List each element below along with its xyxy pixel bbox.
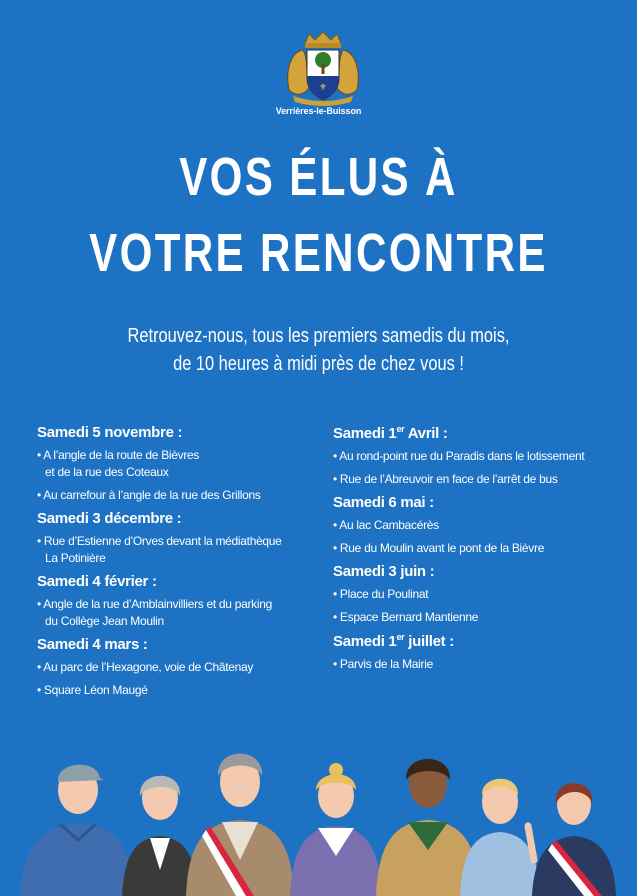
svg-text:⚜: ⚜ bbox=[318, 83, 328, 93]
subtitle-line-2: de 10 heures à midi près de chez vous ! bbox=[173, 353, 464, 375]
person-illustration bbox=[186, 754, 294, 896]
location-item: • Rue du Moulin avant le pont de la Bièvre bbox=[333, 541, 545, 555]
location-item: • Espace Bernard Mantienne bbox=[333, 610, 479, 624]
location-item: • Parvis de la Mairie bbox=[333, 657, 433, 671]
elected-officials-illustration bbox=[0, 740, 637, 896]
date-heading: Samedi 1er Avril : bbox=[333, 424, 448, 442]
town-name: Verrières-le-Buisson bbox=[275, 106, 362, 116]
location-item: • Au parc de l’Hexagone, voie de Châtenay bbox=[37, 660, 254, 674]
person-illustration bbox=[20, 765, 134, 896]
location-item: • A l’angle de la route de Bièvres et de la rue des Coteaux bbox=[37, 448, 200, 479]
date-heading: Samedi 6 mai : bbox=[333, 494, 434, 511]
location-item: • Rue de l’Abreuvoir en face de l’arrêt de bus bbox=[333, 472, 558, 486]
location-item: • Au rond-point rue du Paradis dans le lotissement bbox=[333, 449, 585, 463]
location-item: • Place du Poulinat bbox=[333, 587, 429, 601]
schedule-left-column bbox=[37, 424, 327, 705]
date-heading: Samedi 4 février : bbox=[37, 573, 157, 590]
person-illustration bbox=[290, 763, 382, 896]
date-heading: Samedi 1er juillet : bbox=[333, 632, 454, 650]
location-item: • Au carrefour à l’angle de la rue des Grillons bbox=[37, 488, 261, 502]
town-crest-logo bbox=[283, 30, 363, 108]
date-heading: Samedi 3 juin : bbox=[333, 563, 435, 580]
title-line-2: VOTRE RENCONTRE bbox=[89, 223, 548, 283]
date-heading: Samedi 4 mars : bbox=[37, 636, 148, 653]
title-line-1: VOS ÉLUS À bbox=[179, 147, 458, 207]
date-heading: Samedi 5 novembre : bbox=[37, 424, 183, 441]
location-item: • Square Léon Maugé bbox=[37, 683, 148, 697]
date-heading: Samedi 3 décembre : bbox=[37, 510, 182, 527]
location-item: • Rue d’Estienne d’Orves devant la médiathèque La Potinière bbox=[37, 534, 282, 565]
person-illustration bbox=[528, 783, 616, 896]
schedule-right-column bbox=[333, 424, 623, 679]
person-illustration bbox=[122, 776, 198, 896]
location-item: • Au lac Cambacérès bbox=[333, 518, 439, 532]
subtitle-line-1: Retrouvez-nous, tous les premiers samedis du mois, bbox=[127, 325, 510, 347]
location-item: • Angle de la rue d’Amblainvilliers et du parking du Collège Jean Moulin bbox=[37, 597, 272, 628]
